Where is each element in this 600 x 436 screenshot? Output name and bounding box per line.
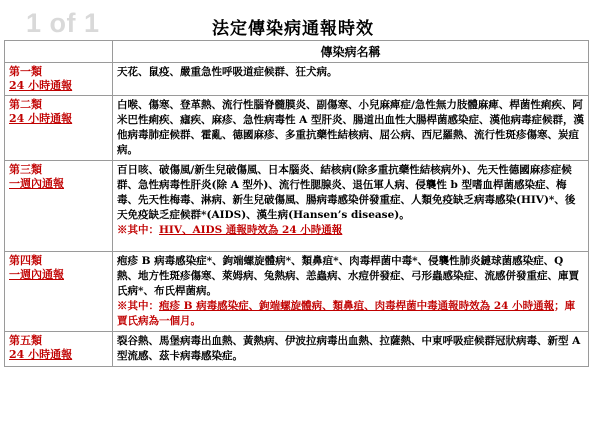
category-cell (5, 332, 113, 367)
category-label: 第五類 (9, 334, 42, 347)
category-cell (5, 96, 113, 161)
disease-list: 百日咳、破傷風/新生兒破傷風、日本腦炎、結核病(除多重抗藥性結核病外)、先天性德國麻疹症候群、急性病毒性肝炎(除 A 型外)、流行性腮腺炎、退伍軍人病、侵襲性 b 型嗜血桿菌感染症、梅毒、先天性梅毒、淋病、新生兒破傷風、腸病毒感染併發重症、人類免疫缺乏病毒感染(HIV)*、後天免疫缺乏症候群*(AIDS)、漢生病(Hansen’s disease)。 (117, 164, 576, 221)
disease-cell (113, 96, 589, 161)
deadline-label: 24 小時通報 (9, 79, 73, 92)
reporting-note (117, 223, 584, 238)
disease-list: 天花、鼠疫、嚴重急性呼吸道症候群、狂犬病。 (117, 66, 338, 78)
note-highlight: HIV、AIDS 通報時效為 24 小時通報 (159, 224, 343, 236)
disease-list: 白喉、傷寒、登革熱、流行性腦脊髓膜炎、副傷寒、小兒麻痺症/急性無力肢體麻痺、桿菌性痢疾、阿米巴性痢疾、瘧疾、麻疹、急性病毒性 A 型肝炎、腸道出血性大腸桿菌感染症、漢他病毒症候群，漢他病毒肺症候群、霍亂、德國麻疹、多重抗藥性結核病、屈公病、西尼羅熱、流行性斑疹傷寒、炭疽病。 (117, 99, 584, 156)
note-prefix: ※其中： (117, 224, 159, 236)
disease-cell (113, 161, 589, 252)
disease-cell (113, 63, 589, 96)
table-row (5, 96, 589, 161)
category-cell (5, 252, 113, 332)
category-cell (5, 161, 113, 252)
deadline-label: 24 小時通報 (9, 112, 73, 125)
disease-cell (113, 252, 589, 332)
page-counter: 1 of 1 (26, 8, 100, 38)
table-row (5, 161, 589, 252)
note-suffix: ；庫賈氏病為一個月。 (117, 300, 576, 327)
deadline-label: 一週內通報 (9, 268, 64, 281)
note-highlight: 疱疹 B 病毒感染症、鉤端螺旋體病、類鼻疽、肉毒桿菌中毒通報時效為 24 小時通報 (159, 300, 555, 312)
table-row (5, 252, 589, 332)
table-row (5, 332, 589, 367)
category-label: 第四類 (9, 254, 42, 267)
category-label: 第二類 (9, 98, 42, 111)
table-header-row (5, 41, 589, 63)
category-label: 第一類 (9, 65, 42, 78)
disease-reporting-table (4, 40, 589, 367)
deadline-label: 24 小時通報 (9, 348, 73, 361)
disease-list: 裂谷熱、馬堡病毒出血熱、黃熱病、伊波拉病毒出血熱、拉薩熱、中東呼吸症候群冠狀病毒、新型 A 型流感、茲卡病毒感染症。 (117, 335, 581, 362)
page-title: 法定傳染病通報時效 (212, 19, 374, 39)
header-disease-name: 傳染病名稱 (113, 41, 589, 63)
table-row (5, 63, 589, 96)
category-cell (5, 63, 113, 96)
note-prefix: ※其中： (117, 300, 159, 312)
disease-cell (113, 332, 589, 367)
reporting-note (117, 299, 584, 329)
disease-list: 疱疹 B 病毒感染症*、鉤端螺旋體病*、類鼻疽*、肉毒桿菌中毒*、侵襲性肺炎鏈球菌感染症、Q熱、地方性斑疹傷寒、萊姆病、兔熱病、恙蟲病、水痘併發症、弓形蟲感染症、流感併發重症、庫賈氏病*、布氏桿菌病。 (117, 255, 579, 297)
category-label: 第三類 (9, 163, 42, 176)
deadline-label: 一週內通報 (9, 177, 64, 190)
header-blank-cell (5, 41, 113, 63)
